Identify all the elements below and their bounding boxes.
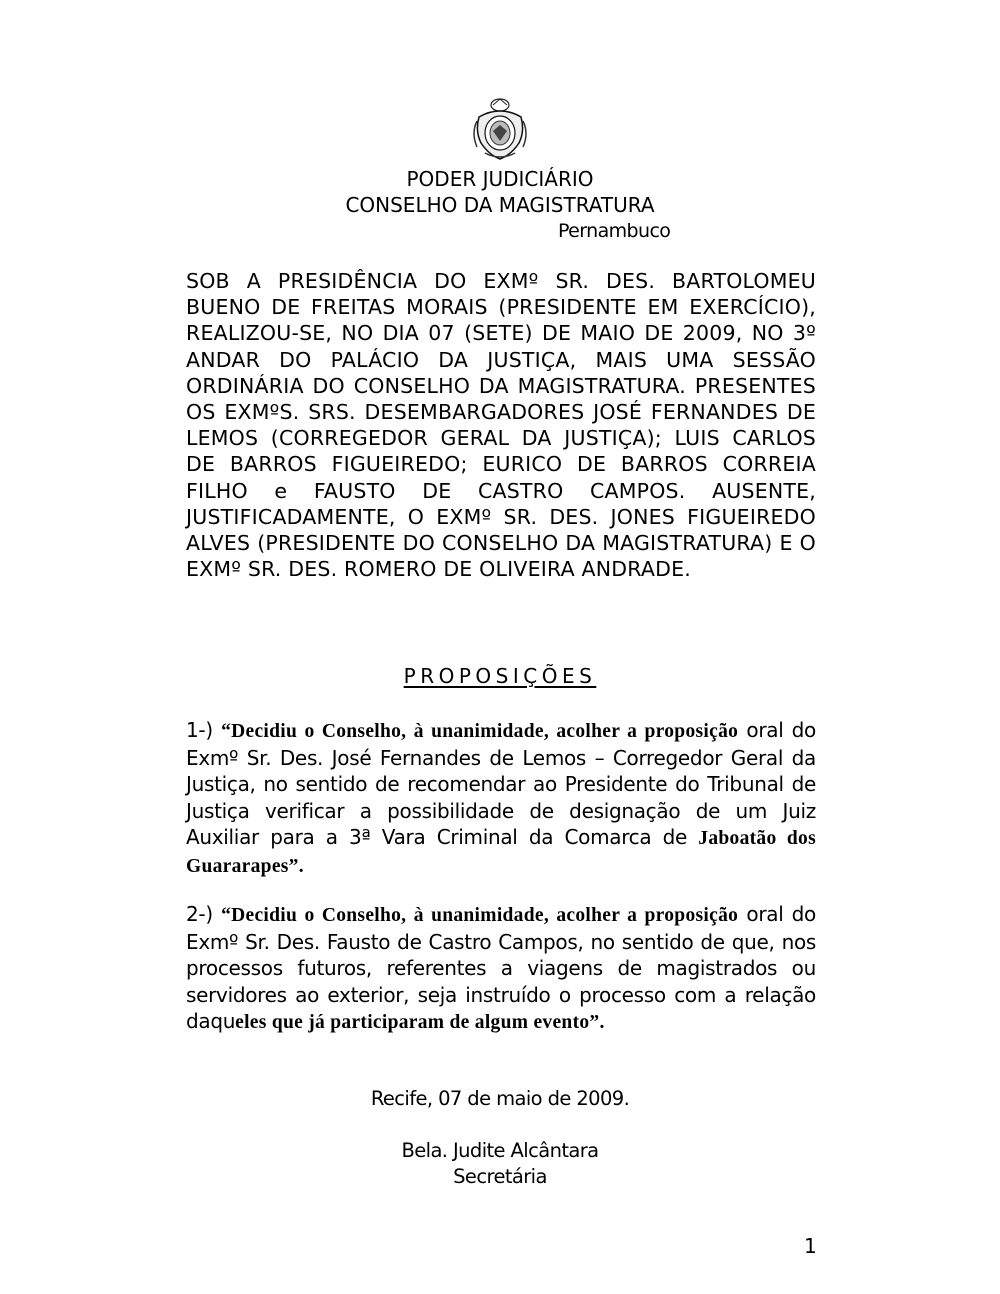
- proposition-body: oral do Exmº Sr. Des. José Fernandes de Lemos – Corregedor Geral da Justiça, no sentido de recomendar ao Presidente do Tribunal de Justiça verificar a possibilidade de designação de um Juiz Auxiliar para a 3ª Vara Criminal da Comarca de: [186, 718, 816, 849]
- header-line-poder-judiciario: PODER JUDICIÁRIO: [406, 167, 594, 191]
- header-line-conselho: CONSELHO DA MAGISTRATURA: [345, 193, 655, 217]
- proposition-body: oral do Exmº Sr. Des. Fausto de Castro Campos, no sentido de que, nos processos futuros, referentes a viagens de magistrados ou servidores ao exterior, seja instruído o processo com a relação daqu: [186, 902, 816, 1033]
- proposition-2: [186, 901, 816, 1036]
- proposition-bold-start: “Decidiu o Conselho, à unanimidade, acolher a proposição: [221, 721, 739, 742]
- date-line: Recife, 07 de maio de 2009.: [370, 1087, 630, 1110]
- proposition-bold-start: “Decidiu o Conselho, à unanimidade, acolher a proposição: [221, 905, 739, 926]
- header-line-pernambuco: Pernambuco: [558, 220, 671, 242]
- page-number: 1: [804, 1234, 817, 1258]
- signature-name: Bela. Judite Alcântara: [401, 1139, 599, 1162]
- proposition-bold-end: Jaboatão dos Guararapes”.: [186, 827, 816, 878]
- proposition-number: 1-): [186, 718, 213, 742]
- section-title-proposicoes: PROPOSIÇÕES: [403, 664, 597, 688]
- signature-role: Secretária: [453, 1165, 547, 1188]
- coat-of-arms-icon: [471, 97, 529, 161]
- proposition-number: 2-): [186, 902, 213, 926]
- intro-paragraph: SOB A PRESIDÊNCIA DO EXMº SR. DES. BARTOLOMEU BUENO DE FREITAS MORAIS (PRESIDENTE EM EXERCÍCIO), REALIZOU-SE, NO DIA 07 (SETE) DE MAIO DE 2009, NO 3º ANDAR DO PALÁCIO DA JUSTIÇA, MAIS UMA SESSÃO ORDINÁRIA DO CONSELHO DA MAGISTRATURA. PRESENTES OS EXMºS. SRS. DESEMBARGADORES JOSÉ FERNANDES DE LEMOS (CORREGEDOR GERAL DA JUSTIÇA); LUIS CARLOS DE BARROS FIGUEIREDO; EURICO DE BARROS CORREIA FILHO e FAUSTO DE CASTRO CAMPOS. AUSENTE, JUSTIFICADAMENTE, O EXMº SR. DES. JONES FIGUEIREDO ALVES (PRESIDENTE DO CONSELHO DA MAGISTRATURA) E O EXMº SR. DES. ROMERO DE OLIVEIRA ANDRADE.: [186, 269, 816, 582]
- proposition-bold-end: eles que já participaram de algum evento”.: [235, 1011, 605, 1033]
- proposition-1: [186, 717, 816, 880]
